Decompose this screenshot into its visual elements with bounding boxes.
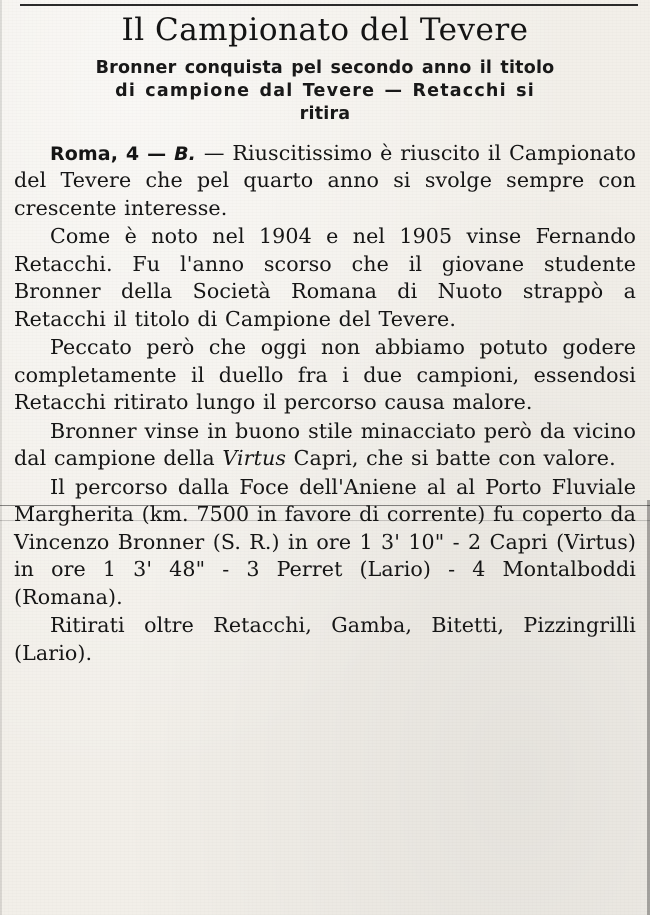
paragraph-2: Come è noto nel 1904 e nel 1905 vinse Fernando Retacchi. Fu l'anno scorso che il giovane studente Bronner della Società Romana di Nuoto strappò a Retacchi il titolo di Campione del Tevere. — [14, 224, 636, 331]
clipping-left-edge — [0, 0, 2, 915]
paragraph-3: Peccato però che oggi non abbiamo potuto godere completamente il duello fra i due campioni, essendosi Retacchi ritirato lungo il percorso causa malore. — [14, 335, 636, 415]
paragraph-1-text: Riuscitissimo è riuscito il Campionato del Tevere che pel quarto anno si svolge sempre con crescente interesse. — [14, 140, 637, 220]
paragraph-4-post: Capri, che si batte con valore. — [286, 446, 616, 471]
scan-artifact-line-secondary — [0, 520, 650, 521]
page-title: Il Campionato del Tevere — [121, 12, 529, 48]
paragraph-6-withdrawals: Ritirati oltre Retacchi, Gamba, Bitetti, Pizzingrilli (Lario). — [14, 613, 636, 665]
scan-artifact-line — [0, 505, 650, 506]
paragraph-4-pre: Bronner vinse in buono stile minacciato però da vicino dal campione della — [14, 418, 636, 471]
article-body — [14, 140, 636, 667]
subheadline — [20, 57, 630, 126]
top-rule — [20, 4, 638, 6]
subheadline-line-2: di campione dal Tevere — Retacchi si — [115, 80, 535, 101]
subheadline-line-1: Bronner conquista pel secondo anno il titolo — [95, 57, 555, 78]
dateline-place: Roma, 4 — — [50, 142, 167, 165]
paragraph-5-results: Il percorso dalla Foce dell'Aniene al al Porto Fluviale Margherita (km. 7500 in favore di corrente) fu coperto da Vincenzo Bronner (S. R.) in ore 1 3' 10" - 2 Capri (Virtus) in ore 1 3' 48" - 3 Perret (Lario) - 4 Montalboddi (Romana). — [14, 474, 636, 609]
paragraph-1 — [14, 140, 636, 222]
subheadline-line-3: ritira — [299, 103, 351, 124]
paragraph-4 — [14, 418, 636, 473]
dateline-initials: B. — [174, 142, 196, 165]
paragraph-4-club-name: Virtus — [222, 446, 287, 471]
dateline-dash: — — [203, 140, 225, 165]
